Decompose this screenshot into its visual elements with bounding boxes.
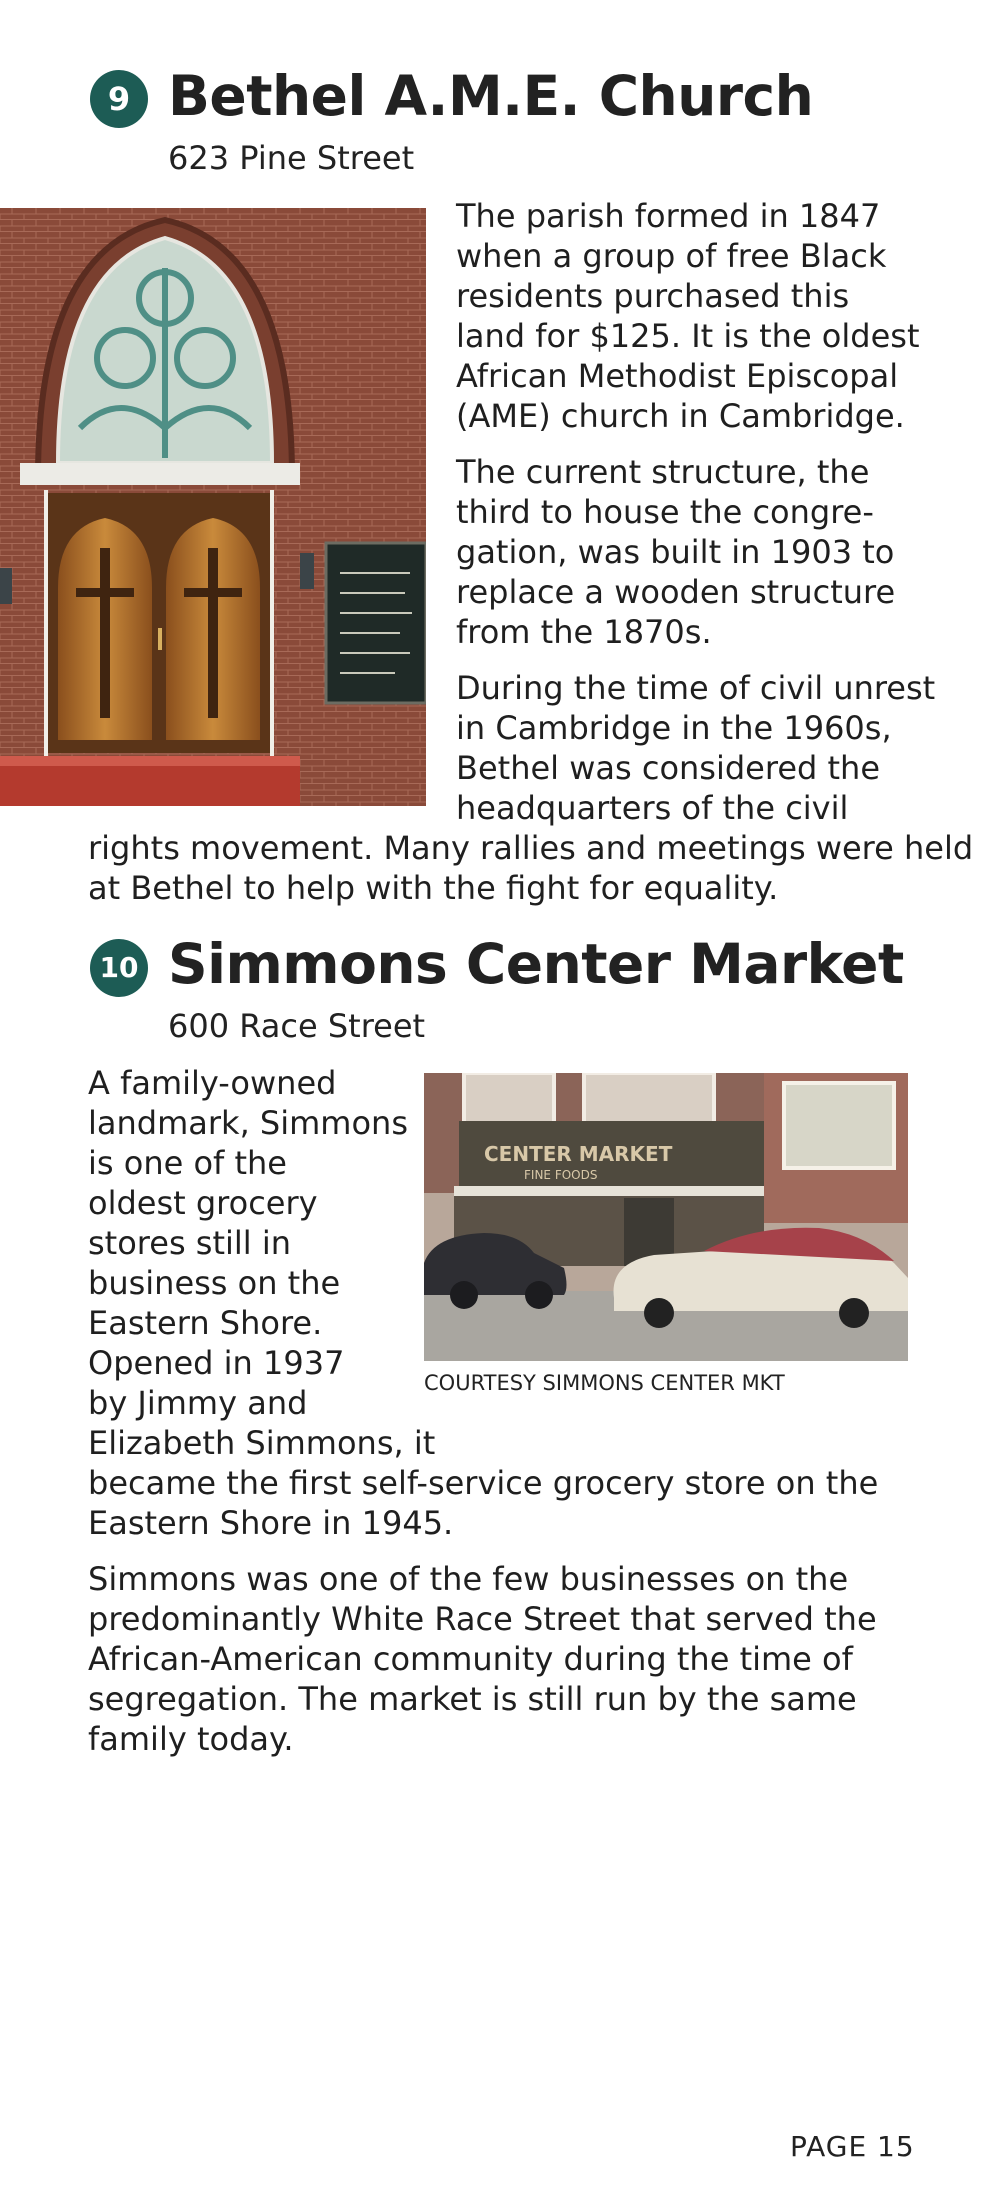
body-line: by Jimmy and (88, 1384, 308, 1422)
photo-caption: COURTESY SIMMONS CENTER MKT (424, 1371, 785, 1395)
body-line: family today. (88, 1720, 294, 1758)
body-line: African-American community during the time of (88, 1640, 853, 1678)
body-line: gation, was built in 1903 to (456, 533, 895, 571)
body-line: when a group of free Black (456, 237, 887, 275)
body-line: in Cambridge in the 1960s, (456, 709, 892, 747)
body-line: became the first self-service grocery store on the (88, 1464, 879, 1502)
body-line: land for $125. It is the oldest (456, 317, 920, 355)
body-line: landmark, Simmons (88, 1104, 408, 1142)
section-address: 623 Pine Street (168, 139, 415, 177)
body-line: Opened in 1937 (88, 1344, 345, 1382)
section-title: Bethel A.M.E. Church (168, 64, 814, 128)
body-line: The current structure, the (456, 453, 870, 491)
body-line: rights movement. Many rallies and meetings were held (88, 829, 974, 867)
body-line: is one of the (88, 1144, 287, 1182)
sign-subtext: FINE FOODS (524, 1168, 598, 1182)
church-doorway-illustration (0, 208, 426, 806)
body-line: Eastern Shore in 1945. (88, 1504, 454, 1542)
body-line: at Bethel to help with the fight for equality. (88, 869, 779, 907)
body-line: A family-owned (88, 1064, 337, 1102)
body-line: Elizabeth Simmons, it (88, 1424, 436, 1462)
body-line: third to house the congre- (456, 493, 874, 531)
body-line: from the 1870s. (456, 613, 712, 651)
body-line: Simmons was one of the few businesses on the (88, 1560, 849, 1598)
body-line: replace a wooden structure (456, 573, 896, 611)
body-line: stores still in (88, 1224, 292, 1262)
section-number-badge: 9 (90, 70, 148, 128)
body-line: African Methodist Episcopal (456, 357, 899, 395)
bethel-church-photo (0, 208, 426, 806)
body-line: (AME) church in Cambridge. (456, 397, 905, 435)
body-line: segregation. The market is still run by the same (88, 1680, 857, 1718)
body-line: headquarters of the civil (456, 789, 849, 827)
body-line: During the time of civil unrest (456, 669, 936, 707)
body-line: The parish formed in 1847 (456, 197, 881, 235)
page-number: PAGE 15 (790, 2130, 915, 2163)
body-line: Eastern Shore. (88, 1304, 323, 1342)
simmons-market-photo (424, 1073, 908, 1361)
section-address: 600 Race Street (168, 1007, 426, 1045)
body-line: predominantly White Race Street that served the (88, 1600, 877, 1638)
section-title: Simmons Center Market (168, 932, 904, 996)
body-line: business on the (88, 1264, 341, 1302)
body-line: residents purchased this (456, 277, 850, 315)
storefront-with-cars-illustration (424, 1073, 908, 1361)
section-number-badge: 10 (90, 939, 148, 997)
body-line: oldest grocery (88, 1184, 318, 1222)
sign-text: CENTER MARKET (484, 1142, 673, 1166)
body-line: Bethel was considered the (456, 749, 880, 787)
